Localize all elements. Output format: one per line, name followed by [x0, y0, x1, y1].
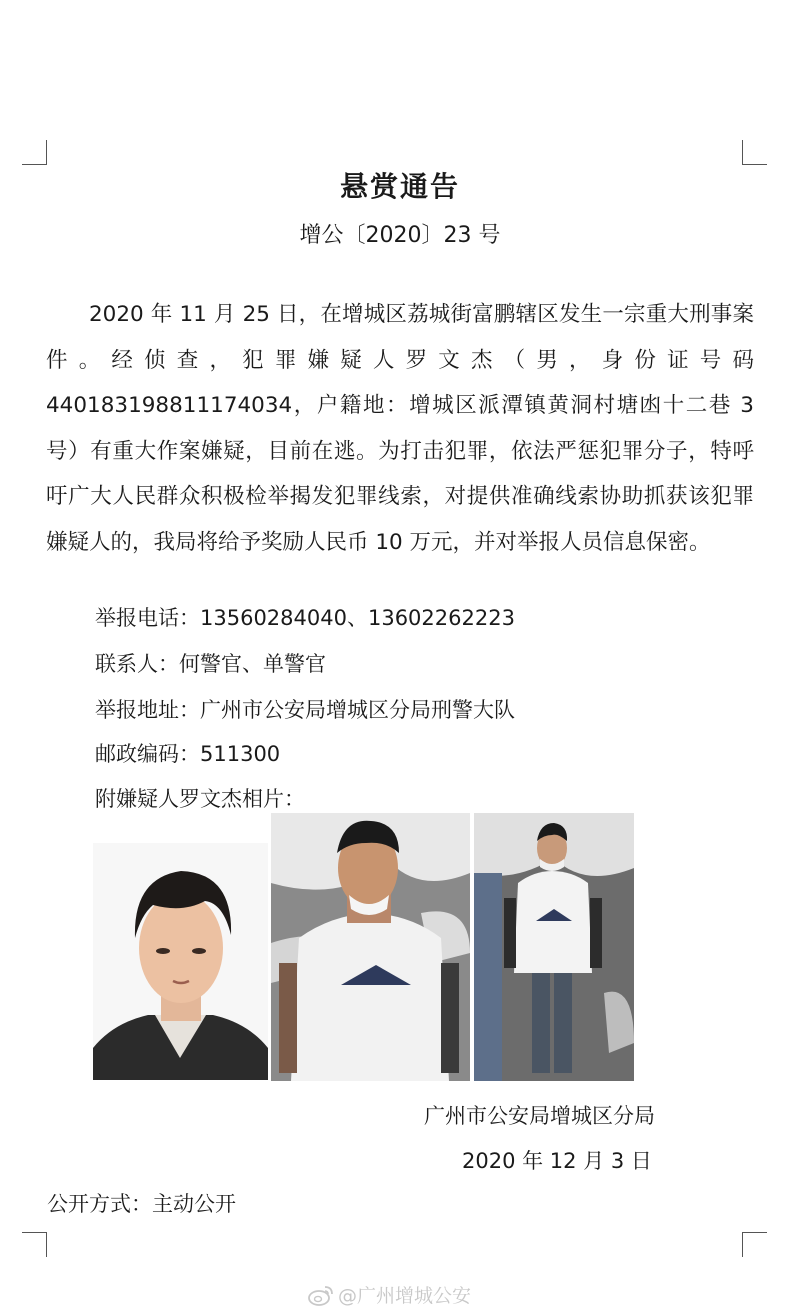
- postal-code: 邮政编码：511300: [95, 742, 281, 766]
- document-number: 增公〔2020〕23 号: [299, 223, 501, 248]
- issuing-authority: 广州市公安局增城区分局: [424, 1104, 655, 1128]
- crop-mark-bottom-left: [22, 1232, 47, 1257]
- photos-label: 附嫌疑人罗文杰相片：: [95, 787, 305, 811]
- report-phone: 举报电话：13560284040、13602262223: [95, 606, 515, 630]
- weibo-watermark: [308, 1281, 471, 1308]
- surveillance-photo-fullbody: [474, 813, 634, 1081]
- contact-persons: 联系人：何警官、单警官: [95, 652, 326, 676]
- crop-mark-top-right: [742, 140, 767, 165]
- crop-mark-bottom-right: [742, 1232, 767, 1257]
- publication-method: 公开方式：主动公开: [47, 1192, 236, 1216]
- weibo-icon: [308, 1284, 334, 1306]
- notice-body: 2020 年 11 月 25 日，在增城区荔城街富鹏辖区发生一宗重大刑事案件。经侦查，犯罪嫌疑人罗文杰（男，身份证号码 440183198811174034，户籍地：增城区派潭镇黄洞村塘凼十二巷 3 号）有重大作案嫌疑，目前在逃。为打击犯罪，依法严惩犯罪分子，特呼吁广大人民群众积极检举揭发犯罪线索，对提供准确线索协助抓获该犯罪嫌疑人的，我局将给予奖励人民币 10 万元，并对举报人员信息保密。: [46, 302, 754, 555]
- issue-date: 2020 年 12 月 3 日: [462, 1149, 652, 1173]
- report-address: 举报地址：广州市公安局增城区分局刑警大队: [95, 698, 515, 722]
- watermark-text: @广州增城公安: [338, 1285, 472, 1307]
- surveillance-photo-closeup: [271, 813, 470, 1081]
- crop-mark-top-left: [22, 140, 47, 165]
- id-portrait-photo: [93, 843, 268, 1080]
- notice-title: 悬赏通告: [339, 170, 460, 203]
